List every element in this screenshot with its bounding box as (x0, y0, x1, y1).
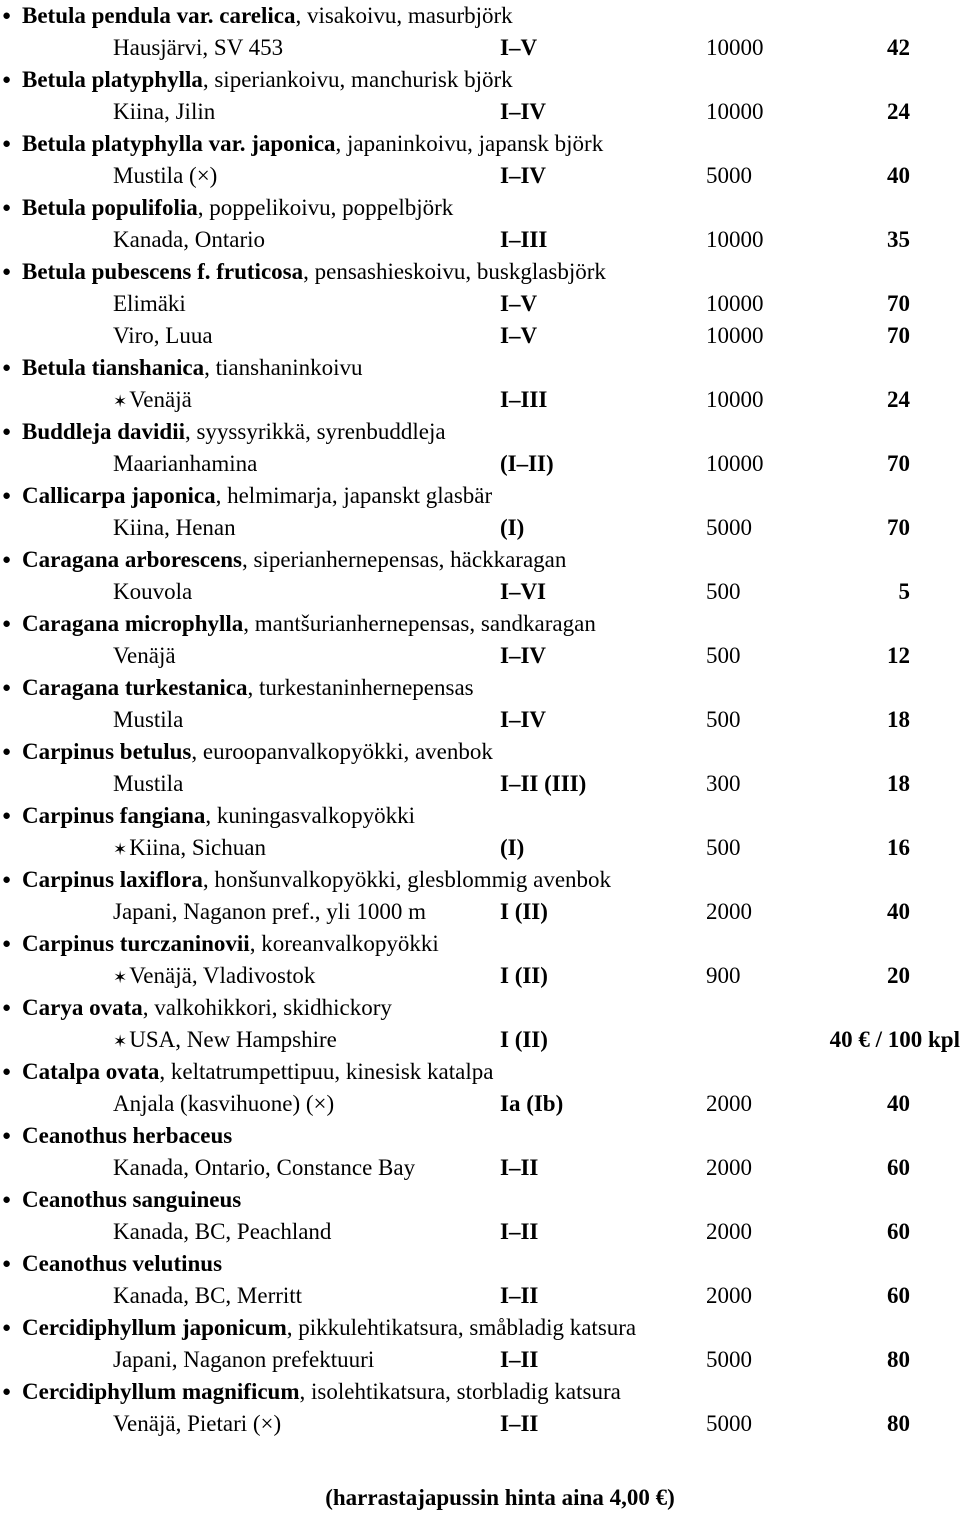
origin (113, 1344, 374, 1376)
bullet-icon: ● (2, 1320, 12, 1336)
seed-lot-row (0, 384, 960, 416)
scientific-name: Carpinus fangiana (22, 803, 206, 828)
seed-quantity: 10000 (706, 35, 764, 60)
price: 35 (887, 227, 910, 252)
seed-quantity: 10000 (706, 99, 764, 124)
origin (113, 384, 192, 418)
seed-lot-row (0, 448, 960, 480)
seed-lot-row (0, 832, 960, 864)
hardiness-zone: I–V (500, 291, 538, 316)
hardiness-zone: I–II (500, 1347, 539, 1372)
species-entry (0, 608, 960, 672)
common-names: , euroopanvalkopyökki, avenbok (191, 739, 493, 764)
price: 40 € / 100 kpl (829, 1027, 960, 1052)
hardiness-zone: (I) (500, 835, 525, 860)
bullet-icon: ● (2, 616, 12, 632)
species-entry (0, 1312, 960, 1376)
species-heading (0, 1056, 960, 1088)
seed-lot-row (0, 96, 960, 128)
origin (113, 704, 183, 736)
species-heading (0, 800, 960, 832)
common-names: , siperiankoivu, manchurisk björk (202, 67, 513, 92)
bullet-icon: ● (2, 936, 12, 952)
hardiness-zone: I–V (500, 35, 538, 60)
hardiness-zone: I (II) (500, 1027, 548, 1052)
scientific-name: Betula populifolia (22, 195, 198, 220)
scientific-name: Betula pubescens f. fruticosa (22, 259, 304, 284)
origin-text: Kiina, Sichuan (129, 835, 266, 860)
species-heading (0, 0, 960, 32)
bullet-icon: ● (2, 72, 12, 88)
origin (113, 768, 183, 800)
seed-lot-row (0, 1024, 960, 1056)
bullet-icon: ● (2, 200, 12, 216)
origin-text: Kiina, Henan (113, 515, 236, 540)
seed-lot-row (0, 1408, 960, 1440)
seed-lot-row (0, 32, 960, 64)
hardiness-zone: I–V (500, 323, 538, 348)
price: 42 (887, 35, 910, 60)
bullet-icon: ● (2, 264, 12, 280)
common-names: , kuningasvalkopyökki (205, 803, 415, 828)
scientific-name: Betula tianshanica (22, 355, 205, 380)
origin-text: Hausjärvi, SV 453 (113, 35, 284, 60)
origin-text: Viro, Luua (113, 323, 213, 348)
origin (113, 224, 265, 256)
origin (113, 1408, 281, 1440)
common-names: , japaninkoivu, japansk björk (335, 131, 604, 156)
hardiness-zone: I–II (500, 1219, 539, 1244)
hardiness-zone: I (II) (500, 899, 548, 924)
species-heading (0, 544, 960, 576)
species-heading (0, 1184, 960, 1216)
origin-text: Kiina, Jilin (113, 99, 216, 124)
bullet-icon: ● (2, 360, 12, 376)
species-entry (0, 128, 960, 192)
origin-text: Japani, Naganon prefektuuri (113, 1347, 375, 1372)
origin (113, 1088, 334, 1120)
hardiness-zone: I–III (500, 227, 548, 252)
species-heading (0, 416, 960, 448)
common-names: , honšunvalkopyökki, glesblommig avenbok (202, 867, 612, 892)
origin (113, 896, 426, 928)
price: 70 (887, 323, 910, 348)
hardiness-zone: I–VI (500, 579, 547, 604)
origin (113, 32, 283, 64)
scientific-name: Caragana turkestanica (22, 675, 248, 700)
origin (113, 832, 266, 866)
species-heading (0, 352, 960, 384)
seed-quantity: 10000 (706, 227, 764, 252)
price: 60 (887, 1219, 910, 1244)
origin (113, 448, 257, 480)
species-heading (0, 64, 960, 96)
species-entry (0, 256, 960, 352)
common-names: , pensashieskoivu, buskglasbjörk (303, 259, 606, 284)
species-entry (0, 928, 960, 992)
scientific-name: Betula pendula var. carelica (22, 3, 296, 28)
common-names: , siperianhernepensas, häckkaragan (241, 547, 567, 572)
price: 18 (887, 771, 910, 796)
seed-quantity: 5000 (706, 1347, 752, 1372)
species-heading (0, 192, 960, 224)
bullet-icon: ● (2, 1000, 12, 1016)
species-heading (0, 672, 960, 704)
origin-text: Japani, Naganon pref., yli 1000 m (113, 899, 426, 924)
seed-lot-row (0, 1088, 960, 1120)
species-heading (0, 1120, 960, 1152)
origin-text: USA, New Hampshire (129, 1027, 337, 1052)
footer-note: (harrastajapussin hinta aina 4,00 €) (325, 1485, 675, 1510)
seed-quantity: 500 (706, 579, 741, 604)
seed-quantity: 5000 (706, 515, 752, 540)
species-entry (0, 1056, 960, 1120)
origin-text: Kanada, BC, Peachland (113, 1219, 332, 1244)
hardiness-zone: I–IV (500, 707, 547, 732)
bullet-icon: ● (2, 488, 12, 504)
species-entry (0, 544, 960, 608)
origin (113, 1216, 331, 1248)
origin-text: Kouvola (113, 579, 193, 604)
price: 40 (887, 163, 910, 188)
species-heading (0, 128, 960, 160)
seed-lot-row (0, 576, 960, 608)
hardiness-zone: Ia (Ib) (500, 1091, 564, 1116)
species-heading (0, 1248, 960, 1280)
scientific-name: Cercidiphyllum japonicum (22, 1315, 287, 1340)
scientific-name: Carpinus betulus (22, 739, 192, 764)
bullet-icon: ● (2, 744, 12, 760)
species-entry (0, 1120, 960, 1184)
seed-quantity: 500 (706, 643, 741, 668)
price: 70 (887, 515, 910, 540)
hardiness-zone: I–II (500, 1411, 539, 1436)
seed-quantity: 10000 (706, 451, 764, 476)
common-names: , pikkulehtikatsura, småbladig katsura (286, 1315, 637, 1340)
price: 40 (887, 1091, 910, 1116)
seed-lot-row (0, 224, 960, 256)
species-heading (0, 864, 960, 896)
scientific-name: Betula platyphylla var. japonica (22, 131, 336, 156)
seed-lot-row (0, 960, 960, 992)
species-heading (0, 1312, 960, 1344)
common-names: , mantšurianhernepensas, sandkaragan (243, 611, 596, 636)
scientific-name: Caragana microphylla (22, 611, 244, 636)
seed-lot-row (0, 1280, 960, 1312)
bullet-icon: ● (2, 808, 12, 824)
origin (113, 1280, 302, 1312)
seed-quantity: 2000 (706, 1091, 752, 1116)
scientific-name: Callicarpa japonica (22, 483, 216, 508)
species-entry (0, 192, 960, 256)
seed-quantity: 300 (706, 771, 741, 796)
price: 24 (887, 387, 910, 412)
seed-lot-row (0, 768, 960, 800)
seed-quantity: 2000 (706, 899, 752, 924)
price: 70 (887, 291, 910, 316)
price: 80 (887, 1347, 910, 1372)
origin-text: Venäjä (129, 387, 192, 412)
common-names: , visakoivu, masurbjörk (295, 3, 513, 28)
price: 5 (898, 579, 910, 604)
species-entry (0, 480, 960, 544)
common-names: , turkestaninhernepensas (247, 675, 474, 700)
species-entry (0, 0, 960, 64)
common-names: , valkohikkori, skidhickory (142, 995, 392, 1020)
scientific-name: Caragana arborescens (22, 547, 242, 572)
bullet-icon: ● (2, 552, 12, 568)
bullet-icon: ● (2, 1128, 12, 1144)
price: 40 (887, 899, 910, 924)
scientific-name: Ceanothus herbaceus (22, 1123, 233, 1148)
hardiness-zone: (I) (500, 515, 525, 540)
seed-lot-row (0, 640, 960, 672)
hardiness-zone: I–II (III) (500, 771, 587, 796)
bullet-icon: ● (2, 1256, 12, 1272)
seed-quantity: 5000 (706, 1411, 752, 1436)
origin-text: Anjala (kasvihuone) (×) (113, 1091, 335, 1116)
origin-text: Venäjä, Pietari (×) (113, 1411, 282, 1436)
origin (113, 1152, 415, 1184)
species-entry (0, 864, 960, 928)
seed-quantity: 500 (706, 707, 741, 732)
species-entry (0, 64, 960, 128)
wild-origin-star-icon: ✶ (113, 392, 128, 411)
scientific-name: Catalpa ovata (22, 1059, 160, 1084)
species-heading (0, 1376, 960, 1408)
seed-quantity: 2000 (706, 1219, 752, 1244)
origin-text: Venäjä (113, 643, 176, 668)
common-names: , keltatrumpettipuu, kinesisk katalpa (159, 1059, 494, 1084)
seed-lot-row (0, 320, 960, 352)
price: 80 (887, 1411, 910, 1436)
price: 70 (887, 451, 910, 476)
species-entry (0, 352, 960, 416)
wild-origin-star-icon: ✶ (113, 840, 128, 859)
species-entry (0, 736, 960, 800)
species-entry (0, 416, 960, 480)
origin (113, 320, 213, 352)
bullet-icon: ● (2, 424, 12, 440)
price: 12 (887, 643, 910, 668)
seed-quantity: 900 (706, 963, 741, 988)
seed-quantity: 10000 (706, 291, 764, 316)
price: 18 (887, 707, 910, 732)
origin-text: Maarianhamina (113, 451, 258, 476)
price: 16 (887, 835, 910, 860)
bullet-icon: ● (2, 1192, 12, 1208)
seed-quantity: 2000 (706, 1155, 752, 1180)
seed-lot-row (0, 512, 960, 544)
origin (113, 512, 236, 544)
wild-origin-star-icon: ✶ (113, 1032, 128, 1051)
origin (113, 288, 186, 320)
origin (113, 1024, 337, 1058)
hardiness-zone: I–II (500, 1155, 539, 1180)
bullet-icon: ● (2, 872, 12, 888)
species-entry (0, 992, 960, 1056)
price: 60 (887, 1155, 910, 1180)
scientific-name: Buddleja davidii (22, 419, 185, 444)
species-entry (0, 1184, 960, 1248)
hardiness-zone: I–IV (500, 643, 547, 668)
common-names: , isolehtikatsura, storbladig katsura (299, 1379, 621, 1404)
scientific-name: Cercidiphyllum magnificum (22, 1379, 300, 1404)
seed-quantity: 10000 (706, 323, 764, 348)
origin-text: Kanada, Ontario, Constance Bay (113, 1155, 416, 1180)
origin-text: Kanada, BC, Merritt (113, 1283, 303, 1308)
hardiness-zone: I (II) (500, 963, 548, 988)
seed-lot-row (0, 1344, 960, 1376)
hardiness-zone: (I–II) (500, 451, 554, 476)
common-names: , helmimarja, japanskt glasbär (215, 483, 493, 508)
species-heading (0, 736, 960, 768)
price: 60 (887, 1283, 910, 1308)
hardiness-zone: I–II (500, 1283, 539, 1308)
seed-lot-row (0, 160, 960, 192)
seed-quantity: 2000 (706, 1283, 752, 1308)
seed-lot-row (0, 288, 960, 320)
bullet-icon: ● (2, 1384, 12, 1400)
scientific-name: Carpinus laxiflora (22, 867, 203, 892)
origin (113, 576, 192, 608)
origin (113, 96, 215, 128)
origin-text: Venäjä, Vladivostok (129, 963, 316, 988)
seed-quantity: 10000 (706, 387, 764, 412)
hardiness-zone: I–IV (500, 99, 547, 124)
bullet-icon: ● (2, 8, 12, 24)
species-entry (0, 1376, 960, 1440)
species-heading (0, 480, 960, 512)
price: 24 (887, 99, 910, 124)
species-heading (0, 608, 960, 640)
seed-lot-row (0, 1216, 960, 1248)
bullet-icon: ● (2, 680, 12, 696)
species-entry (0, 672, 960, 736)
scientific-name: Ceanothus velutinus (22, 1251, 223, 1276)
origin (113, 960, 315, 994)
origin-text: Mustila (×) (113, 163, 218, 188)
common-names: , syyssyrikkä, syrenbuddleja (184, 419, 446, 444)
seed-quantity: 500 (706, 835, 741, 860)
common-names: , poppelikoivu, poppelbjörk (197, 195, 454, 220)
hardiness-zone: I–III (500, 387, 548, 412)
common-names: , tianshaninkoivu (204, 355, 363, 380)
seed-lot-row (0, 704, 960, 736)
origin (113, 640, 176, 672)
common-names: , koreanvalkopyökki (249, 931, 439, 956)
species-heading (0, 256, 960, 288)
species-heading (0, 992, 960, 1024)
bullet-icon: ● (2, 136, 12, 152)
seed-quantity: 5000 (706, 163, 752, 188)
seed-lot-row (0, 896, 960, 928)
origin-text: Elimäki (113, 291, 186, 316)
wild-origin-star-icon: ✶ (113, 968, 128, 987)
species-entry (0, 1248, 960, 1312)
species-entry (0, 800, 960, 864)
price: 20 (887, 963, 910, 988)
scientific-name: Carya ovata (22, 995, 143, 1020)
hardiness-zone: I–IV (500, 163, 547, 188)
origin (113, 160, 217, 192)
scientific-name: Ceanothus sanguineus (22, 1187, 242, 1212)
origin-text: Mustila (113, 707, 184, 732)
seed-lot-row (0, 1152, 960, 1184)
species-heading (0, 928, 960, 960)
origin-text: Mustila (113, 771, 184, 796)
bullet-icon: ● (2, 1064, 12, 1080)
origin-text: Kanada, Ontario (113, 227, 265, 252)
scientific-name: Carpinus turczaninovii (22, 931, 250, 956)
scientific-name: Betula platyphylla (22, 67, 203, 92)
